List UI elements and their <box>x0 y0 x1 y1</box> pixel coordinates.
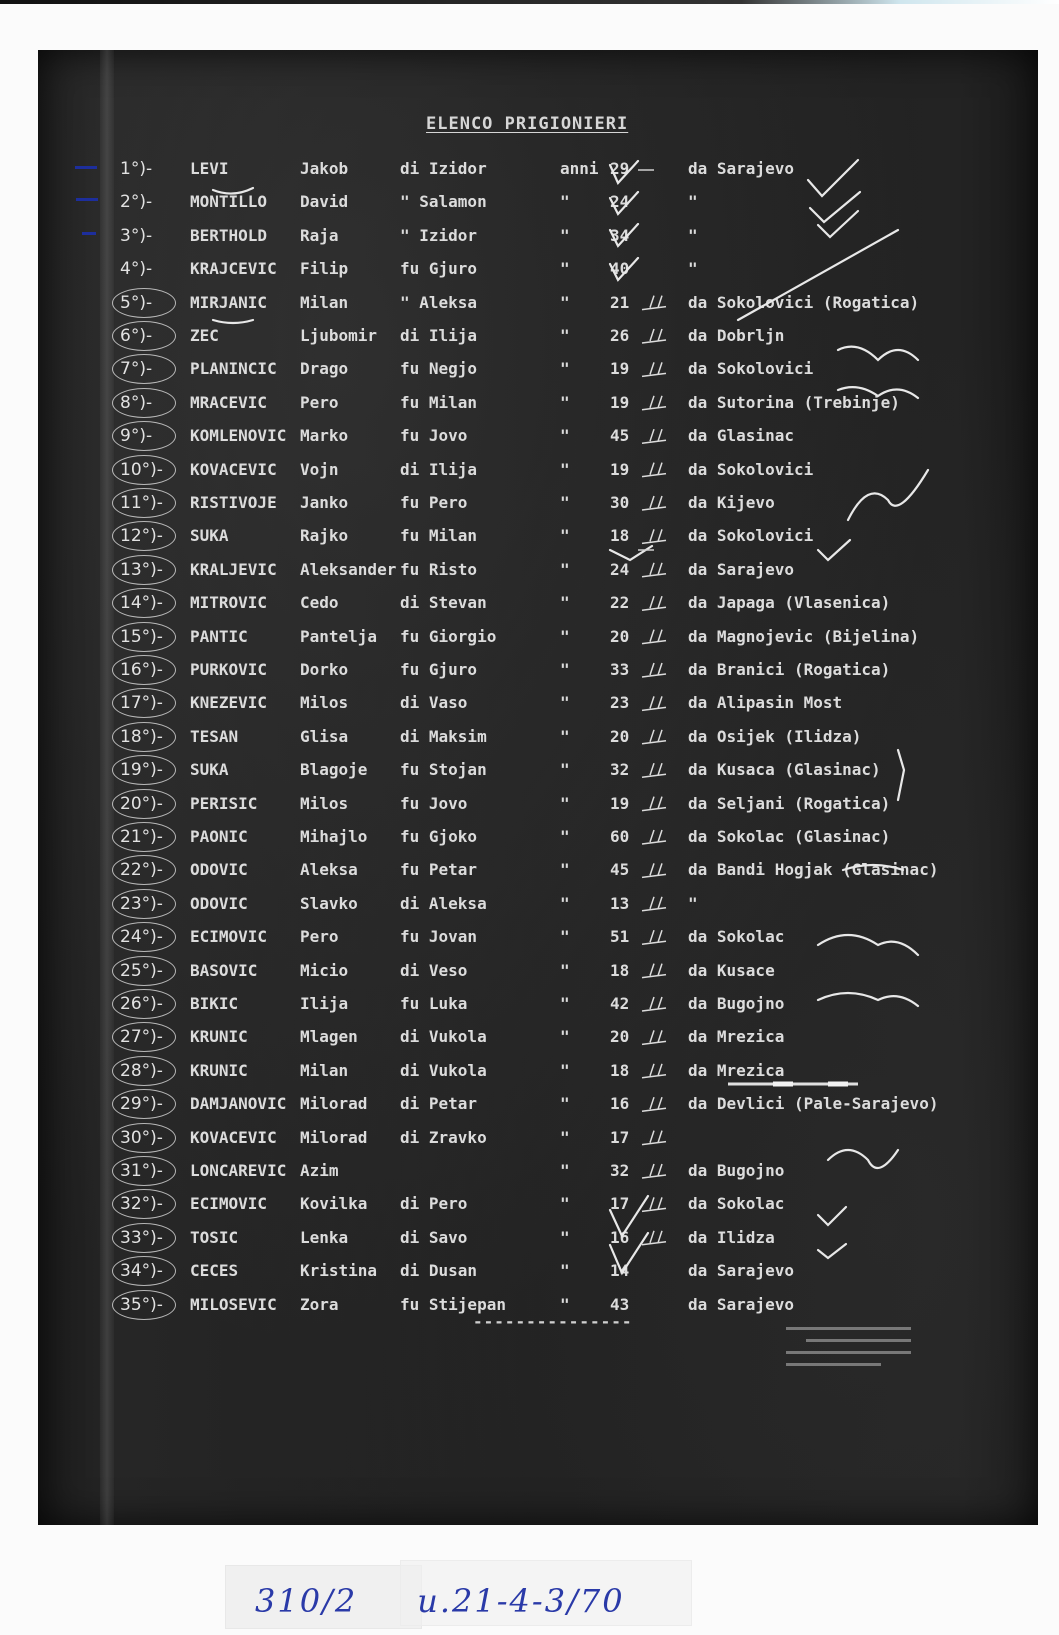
father-name: fu Jovo <box>400 426 468 446</box>
origin: da Bugojno <box>688 994 785 1013</box>
age: 14 <box>610 1261 630 1281</box>
row-number: 8°)- <box>120 392 153 413</box>
surname: PLANINCIC <box>190 359 277 379</box>
surname: ODOVIC <box>190 893 248 913</box>
surname: SUKA <box>190 526 229 546</box>
surname: TESAN <box>190 726 239 746</box>
father-name: di Izidor <box>400 159 487 178</box>
age: 17 <box>610 1194 630 1214</box>
first-name: Kovilka <box>300 1194 368 1214</box>
father-name: " Salamon <box>400 192 487 212</box>
first-name: Pero <box>300 927 339 947</box>
list-row <box>38 1026 1038 1056</box>
origin: da Ilidza <box>688 1227 775 1247</box>
list-row <box>38 258 1038 288</box>
age: 45 <box>610 426 630 446</box>
list-row <box>38 158 1038 188</box>
anni-label: " <box>560 1261 570 1281</box>
first-name: Marko <box>300 426 349 446</box>
first-name: Raja <box>300 225 339 245</box>
father-name: fu Gjuro <box>400 660 478 679</box>
origin: da Mrezica <box>688 1060 785 1080</box>
origin: " <box>688 192 698 212</box>
origin: da Kijevo <box>688 493 775 512</box>
origin: da Sokolac <box>688 927 785 947</box>
list-end-separator: --------------- <box>473 1312 633 1331</box>
first-name: Dorko <box>300 660 349 679</box>
scan-top-strip <box>0 0 1059 4</box>
surname: BASOVIC <box>190 960 258 980</box>
father-name: " Izidor <box>400 225 478 245</box>
surname: ECIMOVIC <box>190 927 268 947</box>
surname: PERISIC <box>190 793 258 813</box>
list-row <box>38 993 1038 1023</box>
first-name: Mlagen <box>300 1027 358 1047</box>
anni-label: " <box>560 1094 570 1114</box>
origin: da Bugojno <box>688 1161 785 1180</box>
first-name: Blagoje <box>300 760 368 780</box>
list-row <box>38 893 1038 923</box>
row-number: 12°)- <box>120 526 163 547</box>
surname: LONCAREVIC <box>190 1161 287 1180</box>
father-name: fu Stijepan <box>400 1294 506 1314</box>
father-name: di Vukola <box>400 1027 487 1047</box>
age: 34 <box>610 225 630 245</box>
age: 16 <box>610 1094 630 1114</box>
surname: CECES <box>190 1261 239 1281</box>
first-name: Drago <box>300 359 349 379</box>
first-name: Kristina <box>300 1261 378 1281</box>
list-row <box>38 793 1038 823</box>
faded-stamp <box>776 1318 921 1398</box>
row-number: 21°)- <box>120 827 163 847</box>
first-name: Filip <box>300 259 349 279</box>
anni-label: " <box>560 827 570 846</box>
row-number: 30°)- <box>120 1127 163 1148</box>
row-number: 29°)- <box>120 1094 163 1115</box>
origin: da Sokolovici <box>688 526 814 546</box>
age: 24 <box>610 559 630 579</box>
list-row <box>38 559 1038 589</box>
first-name: Rajko <box>300 526 349 546</box>
origin: da Osijek (Ilidza) <box>688 726 862 746</box>
surname: DAMJANOVIC <box>190 1094 287 1114</box>
row-number: 16°)- <box>120 660 163 680</box>
list-row <box>38 1127 1038 1157</box>
list-row <box>38 525 1038 555</box>
row-number: 3°)- <box>120 225 153 246</box>
row-number: 23°)- <box>120 893 163 914</box>
first-name: Pero <box>300 392 339 412</box>
origin: " <box>688 893 698 913</box>
surname: MILOSEVIC <box>190 1294 277 1314</box>
row-number: 10°)- <box>120 459 163 480</box>
list-row <box>38 459 1038 489</box>
origin: da Japaga (Vlasenica) <box>688 593 891 613</box>
row-number: 1°)- <box>120 159 153 179</box>
list-row <box>38 1193 1038 1223</box>
father-name: di Stevan <box>400 593 487 613</box>
first-name: Pantelja <box>300 626 378 646</box>
row-number: 18°)- <box>120 726 163 747</box>
father-name: fu Risto <box>400 559 478 579</box>
anni-label: " <box>560 559 570 579</box>
origin: da Devlici (Pale-Sarajevo) <box>688 1094 939 1114</box>
list-row <box>38 492 1038 522</box>
first-name: Milan <box>300 1060 349 1080</box>
list-row <box>38 926 1038 956</box>
origin: da Sutorina (Trebinje) <box>688 392 900 412</box>
anni-label: " <box>560 192 570 212</box>
surname: ECIMOVIC <box>190 1194 268 1214</box>
origin: " <box>688 225 698 245</box>
anni-label: " <box>560 1027 570 1047</box>
origin: da Alipasin Most <box>688 693 843 713</box>
row-number: 34°)- <box>120 1261 163 1282</box>
list-row <box>38 358 1038 388</box>
age: 21 <box>610 292 630 312</box>
anni-label: " <box>560 1060 570 1080</box>
first-name: Milos <box>300 793 349 813</box>
first-name: Ljubomir <box>300 326 378 345</box>
list-row <box>38 759 1038 789</box>
surname: KOVACEVIC <box>190 1127 277 1147</box>
list-row <box>38 225 1038 255</box>
first-name: Cedo <box>300 593 339 613</box>
first-name: Slavko <box>300 893 358 913</box>
list-row <box>38 1060 1038 1090</box>
row-number: 26°)- <box>120 994 163 1014</box>
blue-pen-mark <box>82 232 96 235</box>
father-name: fu Jovo <box>400 793 468 813</box>
father-name: di Ilija <box>400 459 478 479</box>
surname: PURKOVIC <box>190 660 268 679</box>
anni-label: " <box>560 1127 570 1147</box>
anni-label: " <box>560 726 570 746</box>
origin: da Sokolac (Glasinac) <box>688 827 891 846</box>
row-number: 4°)- <box>120 259 153 280</box>
list-row <box>38 425 1038 455</box>
first-name: Micio <box>300 960 349 980</box>
age: 19 <box>610 793 630 813</box>
father-name: di Pero <box>400 1194 468 1214</box>
surname: MRACEVIC <box>190 392 268 412</box>
anni-label: " <box>560 760 570 780</box>
row-number: 31°)- <box>120 1161 163 1181</box>
age: 30 <box>610 493 630 512</box>
first-name: Vojn <box>300 459 339 479</box>
father-name: fu Luka <box>400 994 468 1013</box>
anni-label: " <box>560 259 570 279</box>
row-number: 11°)- <box>120 493 163 513</box>
list-row <box>38 1160 1038 1190</box>
archive-handwritten-note <box>255 1582 685 1620</box>
row-number: 35°)- <box>120 1294 163 1315</box>
anni-label: " <box>560 526 570 546</box>
origin: da Kusaca (Glasinac) <box>688 760 881 780</box>
age: 18 <box>610 960 630 980</box>
list-row <box>38 659 1038 689</box>
row-number: 32°)- <box>120 1194 163 1215</box>
origin: da Branici (Rogatica) <box>688 660 891 679</box>
father-name: di Vukola <box>400 1060 487 1080</box>
father-name: fu Stojan <box>400 760 487 780</box>
age: 19 <box>610 359 630 379</box>
row-number: 5°)- <box>120 292 153 313</box>
age: 23 <box>610 693 630 713</box>
father-name: fu Petar <box>400 860 478 880</box>
list-row <box>38 1093 1038 1123</box>
origin: " <box>688 259 698 279</box>
row-number: 25°)- <box>120 960 163 981</box>
list-row <box>38 626 1038 656</box>
anni-label: " <box>560 1227 570 1247</box>
list-row <box>38 692 1038 722</box>
archive-reference: u.21-4-3/70 <box>417 1582 625 1620</box>
surname: PANTIC <box>190 626 248 646</box>
row-number: 28°)- <box>120 1060 163 1081</box>
age: 20 <box>610 726 630 746</box>
father-name: fu Jovan <box>400 927 478 947</box>
list-row <box>38 726 1038 756</box>
age: 19 <box>610 392 630 412</box>
age: 20 <box>610 626 630 646</box>
first-name: Ilija <box>300 994 349 1013</box>
anni-label: " <box>560 626 570 646</box>
anni-label: " <box>560 660 570 679</box>
age: 18 <box>610 526 630 546</box>
father-name: di Petar <box>400 1094 478 1114</box>
anni-label: " <box>560 359 570 379</box>
father-name: di Ilija <box>400 326 478 345</box>
row-number: 15°)- <box>120 626 163 647</box>
anni-label: " <box>560 693 570 713</box>
age: 45 <box>610 860 630 880</box>
anni-label: " <box>560 1294 570 1314</box>
anni-label: " <box>560 493 570 512</box>
father-name: fu Milan <box>400 392 478 412</box>
father-name: " Aleksa <box>400 292 478 312</box>
age: 26 <box>610 326 630 345</box>
age: 24 <box>610 192 630 212</box>
age: 43 <box>610 1294 630 1314</box>
surname: KOMLENOVIC <box>190 426 287 446</box>
surname: MIRJANIC <box>190 292 268 312</box>
first-name: Aleksa <box>300 860 358 880</box>
anni-label: " <box>560 225 570 245</box>
origin: da Magnojevic (Bijelina) <box>688 626 920 646</box>
surname: ZEC <box>190 326 219 345</box>
anni-label: " <box>560 426 570 446</box>
first-name: Azim <box>300 1161 339 1180</box>
first-name: Milorad <box>300 1094 368 1114</box>
first-name: Milos <box>300 693 349 713</box>
origin: da Sarajevo <box>688 559 794 579</box>
surname: BIKIC <box>190 994 239 1013</box>
row-number: 27°)- <box>120 1027 163 1048</box>
origin: da Sarajevo <box>688 1261 794 1281</box>
surname: KRAJCEVIC <box>190 259 277 279</box>
anni-label: " <box>560 593 570 613</box>
anni-label: " <box>560 927 570 947</box>
row-number: 17°)- <box>120 693 163 714</box>
origin: da Sokolovici <box>688 359 814 379</box>
origin: da Sokolovici (Rogatica) <box>688 292 920 312</box>
surname: KRUNIC <box>190 1027 248 1047</box>
age: 17 <box>610 1127 630 1147</box>
first-name: Zora <box>300 1294 339 1314</box>
anni-label: " <box>560 994 570 1013</box>
father-name: di Dusan <box>400 1261 478 1281</box>
anni-label: " <box>560 292 570 312</box>
list-row <box>38 960 1038 990</box>
document-title: ELENCO PRIGIONIERI <box>426 114 629 134</box>
age: 22 <box>610 593 630 613</box>
blue-pen-mark <box>76 198 98 201</box>
origin: da Dobrljn <box>688 326 785 345</box>
archive-number: 310/2 <box>255 1582 358 1620</box>
surname: TOSIC <box>190 1227 239 1247</box>
age: 32 <box>610 1161 630 1180</box>
surname: SUKA <box>190 760 229 780</box>
list-row <box>38 392 1038 422</box>
age: 42 <box>610 994 630 1013</box>
list-row <box>38 1260 1038 1290</box>
father-name: di Zravko <box>400 1127 487 1147</box>
origin: da Seljani (Rogatica) <box>688 793 891 813</box>
first-name: David <box>300 192 349 212</box>
age: 33 <box>610 660 630 679</box>
father-name: fu Giorgio <box>400 626 497 646</box>
surname: RISTIVOJE <box>190 493 277 512</box>
anni-label: " <box>560 459 570 479</box>
first-name: Jakob <box>300 159 349 178</box>
row-number: 2°)- <box>120 192 153 213</box>
origin: da Sarajevo <box>688 159 794 178</box>
list-row <box>38 292 1038 322</box>
anni-label: " <box>560 326 570 345</box>
father-name: fu Gjoko <box>400 827 478 846</box>
surname: KOVACEVIC <box>190 459 277 479</box>
father-name: fu Milan <box>400 526 478 546</box>
first-name: Glisa <box>300 726 349 746</box>
age: 13 <box>610 893 630 913</box>
origin: da Kusace <box>688 960 775 980</box>
list-row <box>38 1227 1038 1257</box>
list-row <box>38 826 1038 856</box>
row-number: 20°)- <box>120 793 163 814</box>
anni-label: " <box>560 860 570 880</box>
age: 20 <box>610 1027 630 1047</box>
row-number: 22°)- <box>120 860 163 881</box>
list-row <box>38 191 1038 221</box>
row-number: 6°)- <box>120 326 153 346</box>
anni-label: " <box>560 392 570 412</box>
row-number: 7°)- <box>120 359 153 380</box>
surname: PAONIC <box>190 827 248 846</box>
father-name: di Veso <box>400 960 468 980</box>
first-name: Mihajlo <box>300 827 368 846</box>
age: 19 <box>610 459 630 479</box>
surname: BERTHOLD <box>190 225 268 245</box>
age: 32 <box>610 760 630 780</box>
list-row <box>38 859 1038 889</box>
age: 40 <box>610 259 630 279</box>
father-name: di Vaso <box>400 693 468 713</box>
origin: da Sokolac <box>688 1194 785 1214</box>
row-number: 24°)- <box>120 927 163 948</box>
father-name: fu Gjuro <box>400 259 478 279</box>
list-row <box>38 592 1038 622</box>
anni-label: " <box>560 1161 570 1180</box>
father-name: fu Pero <box>400 493 468 512</box>
anni-label: " <box>560 1194 570 1214</box>
origin: da Mrezica <box>688 1027 785 1047</box>
surname: MONTILLO <box>190 192 268 212</box>
row-number: 9°)- <box>120 426 153 447</box>
row-number: 19°)- <box>120 760 163 781</box>
age: 60 <box>610 827 630 846</box>
surname: MITROVIC <box>190 593 268 613</box>
age: 18 <box>610 1060 630 1080</box>
surname: KRUNIC <box>190 1060 248 1080</box>
age: 29 <box>610 159 630 178</box>
surname: ODOVIC <box>190 860 248 880</box>
first-name: Janko <box>300 493 349 512</box>
first-name: Milorad <box>300 1127 368 1147</box>
anni-label: " <box>560 893 570 913</box>
anni-label: " <box>560 793 570 813</box>
father-name: fu Negjo <box>400 359 478 379</box>
age: 16 <box>610 1227 630 1247</box>
surname: KRALJEVIC <box>190 559 277 579</box>
anni-label: " <box>560 960 570 980</box>
origin: da Sokolovici <box>688 459 814 479</box>
list-row <box>38 325 1038 355</box>
origin: da Bandi Hogjak (Glasinac) <box>688 860 939 880</box>
origin: da Glasinac <box>688 426 794 446</box>
father-name: di Maksim <box>400 726 487 746</box>
row-number: 13°)- <box>120 559 163 580</box>
father-name: di Savo <box>400 1227 468 1247</box>
origin: da Sarajevo <box>688 1294 794 1314</box>
surname: KNEZEVIC <box>190 693 268 713</box>
first-name: Milan <box>300 292 349 312</box>
anni-label: anni <box>560 159 599 178</box>
father-name: di Aleksa <box>400 893 487 913</box>
first-name: Lenka <box>300 1227 349 1247</box>
first-name: Aleksander <box>300 559 397 579</box>
age: 51 <box>610 927 630 947</box>
row-number: 14°)- <box>120 593 163 614</box>
document-sheet <box>38 50 1038 1525</box>
surname: LEVI <box>190 159 229 178</box>
blue-pen-mark <box>75 166 97 169</box>
row-number: 33°)- <box>120 1227 163 1248</box>
